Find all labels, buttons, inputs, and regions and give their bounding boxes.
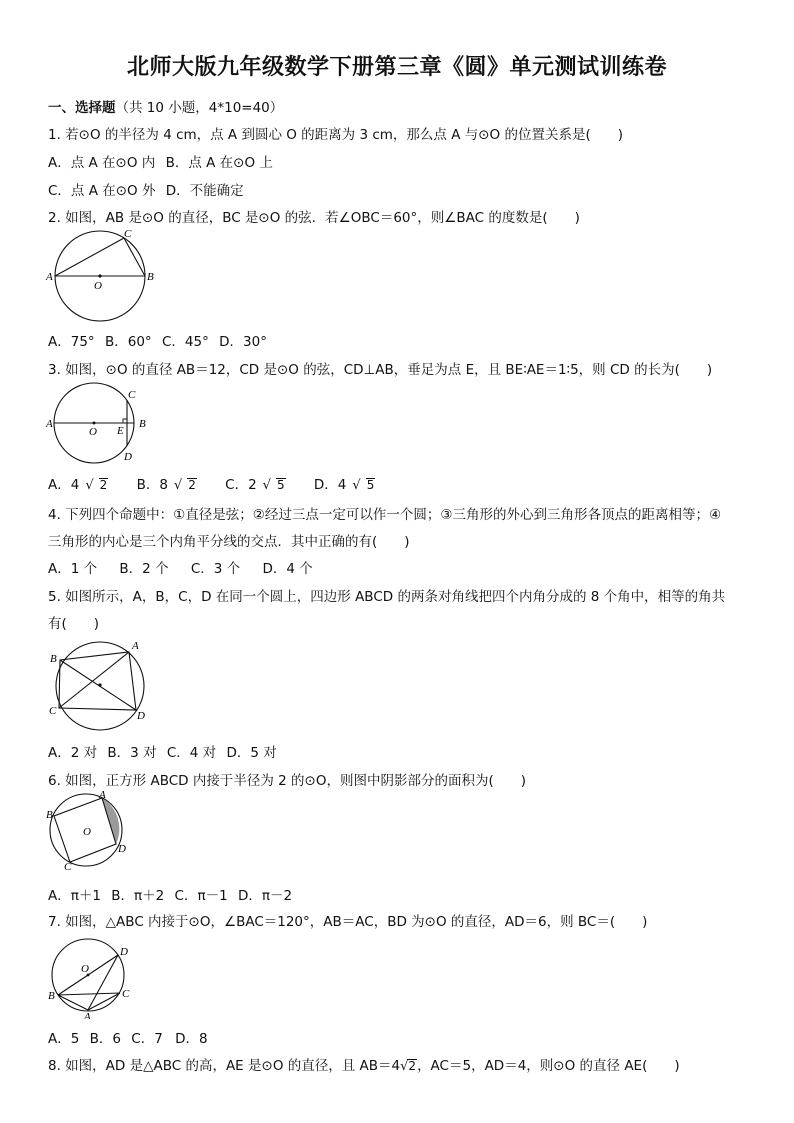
q1-option-d: D．不能确定 <box>165 183 244 199</box>
q5-label-b: B <box>50 653 57 665</box>
q3-option-c-radicand: 5 <box>276 478 285 492</box>
q1-option-a: A．点 A 在⊙O 内 <box>48 155 156 171</box>
q5-stem-line1: 5. 如图所示，A，B，C，D 在同一个圆上，四边形 ABCD 的两条对角线把四个内角分成的 8 个角中，相等的角共 <box>48 589 726 605</box>
q3-option-b <box>137 477 203 493</box>
q7-label-d: D <box>120 946 128 958</box>
q5-option-d: D．5 对 <box>226 745 277 761</box>
q3-label-o: O <box>89 426 97 438</box>
q5-options <box>48 741 283 761</box>
q3-option-b-radicand: 2 <box>188 478 196 492</box>
sqrt-icon: √ <box>352 478 361 493</box>
q1-options-row2 <box>48 179 250 199</box>
sqrt-icon: √ <box>173 478 183 493</box>
q7-option-c: C．7 <box>131 1031 163 1047</box>
q4-option-b: B．2 个 <box>119 561 169 577</box>
q3-option-d <box>314 477 381 493</box>
q5-option-a: A．2 对 <box>48 745 98 761</box>
q6-label-c: C <box>64 861 72 872</box>
q2-center-dot <box>98 274 101 277</box>
q3-option-b-prefix: B．8 <box>136 477 168 493</box>
q2-label-c: C <box>124 228 132 240</box>
q1-option-c: C．点 A 在⊙O 外 <box>48 183 156 199</box>
q3-option-d-radicand: 5 <box>366 478 375 492</box>
q3-option-c <box>225 477 291 493</box>
q5-diagonal-bd <box>60 660 136 710</box>
q3-figure <box>44 378 154 468</box>
q2-options <box>48 330 273 350</box>
q7-option-a: A．5 <box>48 1031 80 1047</box>
q3-option-a-radicand: 2 <box>99 478 108 492</box>
page-title: 北师大版九年级数学下册第三章《圆》单元测试训练卷 <box>126 55 667 80</box>
q6-option-b: B．π＋2 <box>111 888 165 904</box>
q2-chord-ac <box>55 238 124 276</box>
q6-label-d: D <box>118 843 126 855</box>
q7-option-b: B．6 <box>89 1031 121 1047</box>
q6-figure <box>44 790 134 872</box>
q2-label-a: A <box>46 271 53 283</box>
section-heading <box>48 96 283 116</box>
sqrt-icon: √ <box>85 478 94 493</box>
q1-stem: 1. 若⊙O 的半径为 4 cm，点 A 到圆心 O 的距离为 3 cm，那么点 A 与⊙O 的位置关系是( ) <box>48 127 623 143</box>
q5-option-c: C．4 对 <box>166 745 217 761</box>
q5-label-a: A <box>132 640 139 652</box>
q5-center-dot <box>98 683 101 686</box>
q6-label-a: A <box>99 790 106 801</box>
q4-option-a: A．1 个 <box>48 561 98 577</box>
q7-chord-bc <box>58 993 120 995</box>
q6-options <box>48 884 298 904</box>
q2-figure <box>44 226 160 326</box>
q4-option-c: C．3 个 <box>190 561 241 577</box>
q7-label-b: B <box>48 990 55 1002</box>
q3-label-b: B <box>139 418 146 430</box>
q5-diagonal-ac <box>59 652 129 708</box>
q8-radicand: 2 <box>408 1059 417 1073</box>
q6-label-b: B <box>46 809 53 821</box>
sqrt-icon: √ <box>400 1059 409 1074</box>
q1-option-b: B．点 A 在⊙O 上 <box>165 155 273 171</box>
section-note: （共 10 小题，4*10=40） <box>115 100 284 116</box>
q8-stem <box>48 1054 680 1074</box>
q6-option-a: A．π＋1 <box>48 888 101 904</box>
q5-figure <box>44 638 154 734</box>
q2-option-c: C．45° <box>161 334 209 350</box>
q6-label-o: O <box>83 826 91 838</box>
q5-stem-line2: 有( ) <box>48 616 100 632</box>
q7-options <box>48 1027 214 1047</box>
q5-label-c: C <box>49 705 57 717</box>
q2-label-b: B <box>147 271 154 283</box>
q8-stem-prefix: 8. 如图，AD 是△ABC 的高，AE 是⊙O 的直径，且 AB＝4 <box>48 1058 401 1074</box>
q3-option-c-prefix: C．2 <box>225 477 257 493</box>
section-title: 一、选择题 <box>48 100 116 116</box>
q4-option-d: D．4 个 <box>262 561 313 577</box>
q3-label-a: A <box>46 418 53 430</box>
sqrt-icon: √ <box>262 478 271 493</box>
q5-quadrilateral-abcd <box>59 652 136 710</box>
q4-options <box>48 557 319 577</box>
q7-label-a: A <box>84 1011 91 1019</box>
q3-options <box>48 473 387 493</box>
q3-center-dot <box>93 422 96 425</box>
q3-option-a-prefix: A．4 <box>48 477 80 493</box>
q7-option-d: D．8 <box>175 1031 208 1047</box>
q2-label-o: O <box>94 280 102 292</box>
q6-option-d: D．π－2 <box>237 888 293 904</box>
q3-stem: 3. 如图，⊙O 的直径 AB＝12，CD 是⊙O 的弦，CD⊥AB，垂足为点 E，且 BE∶AE＝1∶5，则 CD 的长为( ) <box>48 362 713 378</box>
q3-right-angle-mark <box>123 419 127 423</box>
q4-stem-line1: 4. 下列四个命题中：①直径是弦；②经过三点一定可以作一个圆；③三角形的外心到三角形各顶点的距离相等；④ <box>48 507 722 523</box>
q6-stem: 6. 如图，正方形 ABCD 内接于半径为 2 的⊙O，则图中阴影部分的面积为( ) <box>48 773 526 789</box>
q2-option-a: A．75° <box>48 334 95 350</box>
q8-stem-suffix: ，AC＝5，AD＝4，则⊙O 的直径 AE( ) <box>417 1058 680 1074</box>
q2-stem: 2. 如图，AB 是⊙O 的直径，BC 是⊙O 的弦．若∠OBC＝60°，则∠BAC 的度数是( ) <box>48 210 580 226</box>
q3-label-c: C <box>128 389 136 401</box>
q3-label-d: D <box>124 451 132 463</box>
q7-stem: 7. 如图，△ABC 内接于⊙O，∠BAC＝120°，AB＝AC，BD 为⊙O 的直径，AD＝6，则 BC＝( ) <box>48 914 648 930</box>
q7-label-c: C <box>122 988 130 1000</box>
q7-figure <box>44 933 136 1019</box>
q3-option-a <box>48 477 114 493</box>
q4-stem-line2: 三角形的内心是三个内角平分线的交点．其中正确的有( ) <box>48 534 410 550</box>
q6-option-c: C．π－1 <box>174 888 228 904</box>
q3-label-e: E <box>117 425 124 437</box>
q5-label-d: D <box>137 710 145 722</box>
q2-option-b: B．60° <box>104 334 152 350</box>
q7-label-o: O <box>81 963 89 975</box>
q3-option-d-prefix: D．4 <box>313 477 347 493</box>
q2-chord-bc <box>124 238 145 276</box>
q1-options-row1 <box>48 151 279 171</box>
q5-option-b: B．3 对 <box>107 745 157 761</box>
q2-option-d: D．30° <box>219 334 267 350</box>
